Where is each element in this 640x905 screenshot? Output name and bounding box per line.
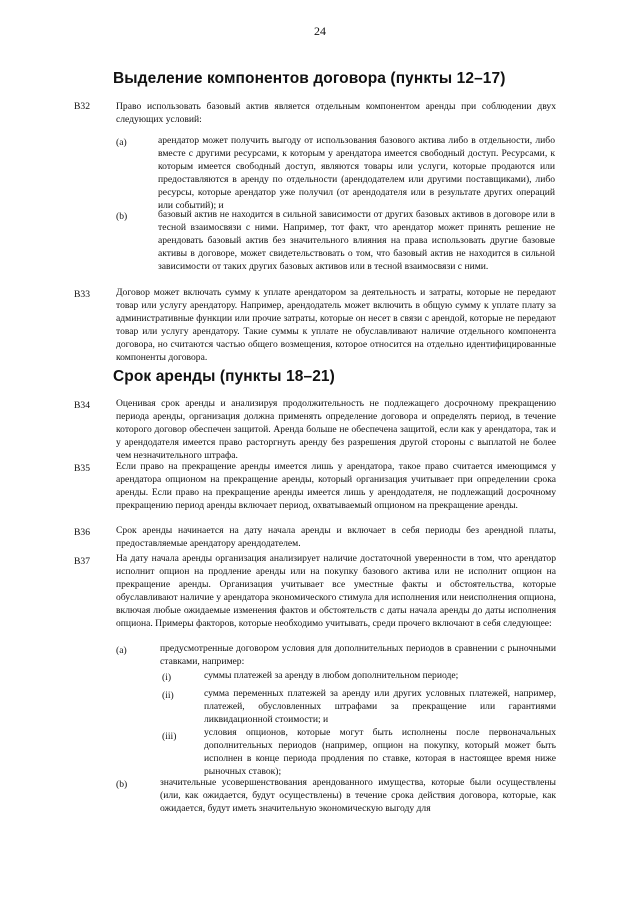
list-item-b37-a-iii: условия опционов, которые могут быть исполнены после первоначальных дополнительных периодов (например, опцион на покупку, который может быть исполнен в конце периода продления по ставке, которая в настоящее время ниже рыночных ставок); [204,727,556,777]
list-label-b37-a: (a) [116,645,127,656]
paragraph-b33: Договор может включать сумму к уплате арендатором за деятельность и затраты, которые не передают товар или услугу арендатору. Например, арендодатель может включить в общую сумму к уплате плату за административные функции или прочие затраты, которые он несет в связи с арендой, которые не передают товар или услугу арендатору. Такие суммы к уплате не обуславливают наличие отдельного компонента договора, но считаются частью общего возмещения, которое относится на отдельно идентифицированные компоненты договора. [116,287,556,363]
list-item-b37-b: значительные усовершенствования арендованного имущества, которые были осуществлены (или, как ожидается, будут осуществлены) в течение срока действия договора, которые, как ожидается, будут иметь значительную экономическую выгоду для [160,777,556,814]
paragraph-b32-intro: Право использовать базовый актив является отдельным компонентом аренды при соблюдении двух следующих условий: [116,101,556,125]
paragraph-number-b32: B32 [74,101,90,112]
paragraph-b36: Срок аренды начинается на дату начала аренды и включает в себя периоды без арендной платы, предоставляемые арендатору арендодателем. [116,525,556,549]
list-label-b37-a-iii: (iii) [162,731,177,742]
list-label-b37-b: (b) [116,779,128,790]
list-label-b37-a-ii: (ii) [162,690,174,701]
list-item-b37-a-i: суммы платежей за аренду в любом дополнительном периоде; [204,670,459,681]
list-item-b37-a-ii: сумма переменных платежей за аренду или других условных платежей, например, платежей, обусловленных штрафами за прекращение или гарантиями ликвидационной стоимости; и [204,688,556,725]
paragraph-b34: Оценивая срок аренды и анализируя продолжительность не подлежащего досрочному прекращению периода аренды, организация должна применять определение договора и определять период, в течение которого договор обеспечен защитой. Аренда больше не обеспечена защитой, если как у арендатора, так и у арендодателя имеется право расторгнуть аренду без разрешения другой стороны с выплатой не более чем незначительного штрафа. [116,398,556,461]
section-heading-lease-term: Срок аренды (пункты 18–21) [113,368,335,385]
page-number: 24 [314,24,326,38]
list-label-b32-a: (a) [116,137,127,148]
paragraph-number-b35: B35 [74,463,90,474]
paragraph-number-b34: B34 [74,400,90,411]
paragraph-number-b33: B33 [74,289,90,300]
paragraph-b35: Если право на прекращение аренды имеется лишь у арендатора, такое право считается имеющимся у арендатора опционом на прекращение аренды, который организация учитывает при определении срока аренды. Если право на прекращение аренды имеется лишь у арендодателя, не подлежащий досрочному прекращению период аренды включает период, охватываемый опционом на прекращение аренды. [116,461,556,511]
list-label-b32-b: (b) [116,211,128,222]
list-item-b32-a: арендатор может получить выгоду от использования базового актива либо в отдельности, либо вместе с другими ресурсами, к которым у арендатора имеется свободный доступ. Ресурсами, к которым имеется свободный доступ, являются товары или услуги, которые продаются или предоставляются в аренду по отдельности (арендодателем или другими поставщиками), либо ресурсы, которые арендатор уже получил (от арендодателя или в результате других операций или событий); и [158,135,555,211]
list-label-b37-a-i: (i) [162,672,172,683]
paragraph-b37-intro: На дату начала аренды организация анализирует наличие достаточной уверенности в том, что арендатор исполнит опцион на продление аренды или на покупку базового актива или не исполнит опцион на прекращение аренды. Организация учитывает все уместные факты и обстоятельства, которые обуславливают наличие у арендатора экономического стимула для исполнения или неисполнения опциона, включая любые ожидаемые изменения фактов и обстоятельств с даты начала аренды до даты исполнения опциона. Примеры факторов, которые необходимо учитывать, среди прочего включают в себя следующее: [116,553,556,629]
list-item-b32-b: базовый актив не находится в сильной зависимости от других базовых активов в договоре или в тесной взаимосвязи с ними. Например, тот факт, что арендатор может принять решение не арендовать базовый актив без значительного влияния на права использовать другие базовые активы в договоре, может свидетельствовать о том, что базовый актив не находится в сильной зависимости от таких других базовых активов или в тесной взаимосвязи с ними. [158,209,555,272]
section-heading-components: Выделение компонентов договора (пункты 12–17) [113,70,506,87]
paragraph-number-b37: B37 [74,556,90,567]
list-item-b37-a: предусмотренные договором условия для дополнительных периодов в сравнении с рыночными ставками, например: [160,643,556,667]
paragraph-number-b36: B36 [74,527,90,538]
